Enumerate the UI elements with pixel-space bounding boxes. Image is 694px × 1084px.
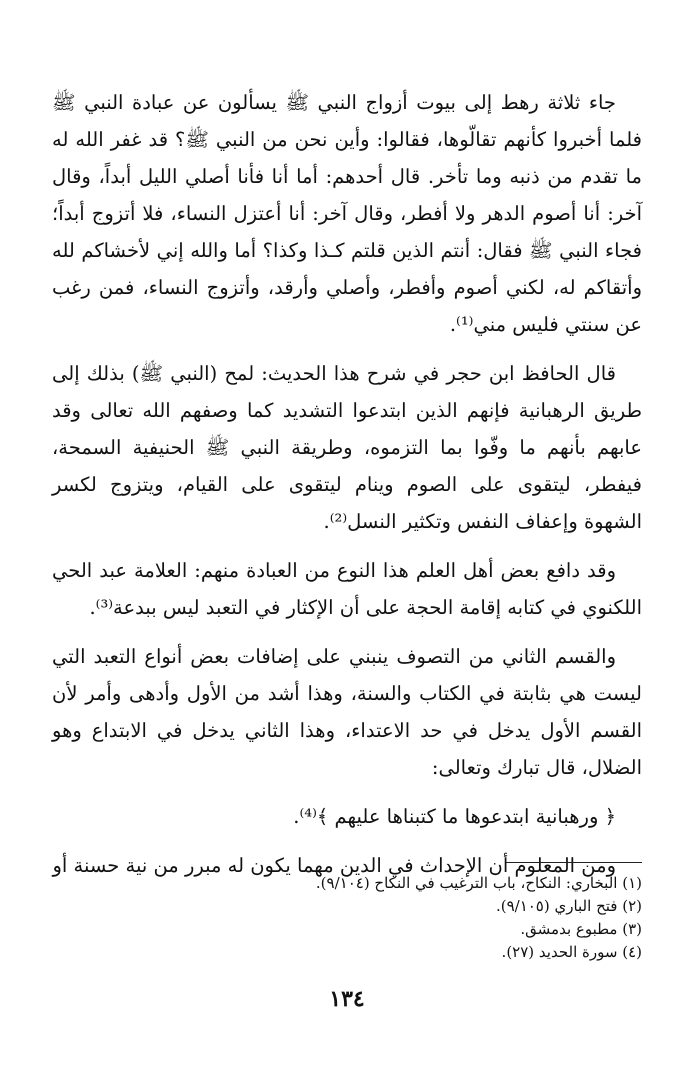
footnote: (١) البخاري: النكاح، باب الترغيب في النكاح (٩/١٠٤). bbox=[315, 874, 642, 892]
footnote-separator bbox=[506, 862, 642, 863]
footnotes bbox=[52, 872, 642, 964]
footnote: (٢) فتح الباري (٩/١٠٥). bbox=[495, 897, 642, 915]
paragraph: ومن المعلوم أن الإحداث في الدين مهما يكون له مبرر من نية حسنة أو bbox=[52, 854, 616, 877]
page-number: ١٣٤ bbox=[329, 986, 365, 1012]
main-text bbox=[52, 84, 642, 896]
paragraph: قال الحافظ ابن حجر في شرح هذا الحديث: لمح (النبي ﷺ) بذلك إلى طريق الرهبانية فإنهم الذين ابتدعوا التشديد كما وصفهم الله تعالى وقد عابهم بأنهم ما وفّوا بما التزموه، وطريقة النبي ﷺ الحنيفية السمحة، فيفطر، ليتقوى على الصوم وينام ليتقوى على القيام، ويتزوج لكسر الشهوة وإعفاف النفس وتكثير النسل⁽²⁾. bbox=[52, 362, 642, 533]
paragraph: جاء ثلاثة رهط إلى بيوت أزواج النبي ﷺ يسألون عن عبادة النبي ﷺ فلما أخبروا كأنهم تقالّوها، فقالوا: وأين نحن من النبي ﷺ؟ قد غفر الله له ما تقدم من ذنبه وما تأخر. قال أحدهم: أما أنا فأنا أصلي الليل أبداً، وقال آخر: أنا أصوم الدهر ولا أفطر، وقال آخر: أنا أعتزل النساء، فلا أتزوج أبداً؛ فجاء النبي ﷺ فقال: أنتم الذين قلتم كـذا وكذا؟ أما والله إني لأخشاكم لله وأتقاكم له، لكني أصوم وأفطر، وأصلي وأرقد، وأتزوج النساء، فمن رغب عن سنتي فليس مني⁽¹⁾. bbox=[52, 91, 642, 336]
footnote: (٣) مطبوع بدمشق. bbox=[520, 920, 642, 938]
paragraph: وقد دافع بعض أهل العلم هذا النوع من العبادة منهم: العلامة عبد الحي اللكنوي في كتابه إقامة الحجة على أن الإكثار في التعبد ليس ببدعة⁽³⁾. bbox=[52, 559, 642, 619]
paragraph: والقسم الثاني من التصوف ينبني على إضافات بعض أنواع التعبد التي ليست هي بثابتة في الكتاب والسنة، وهذا أشد من الأول وأدهى وأمر لأن القسم الأول يدخل في حد الاعتداء، وهذا الثاني يدخل في الابتداع وهو الضلال، قال تبارك وتعالى: bbox=[52, 645, 642, 779]
quran-verse: ﴿ ورهبانية ابتدعوها ما كتبناها عليهم ﴾⁽⁴⁾. bbox=[293, 805, 616, 828]
footnote: (٤) سورة الحديد (٢٧). bbox=[501, 943, 642, 961]
